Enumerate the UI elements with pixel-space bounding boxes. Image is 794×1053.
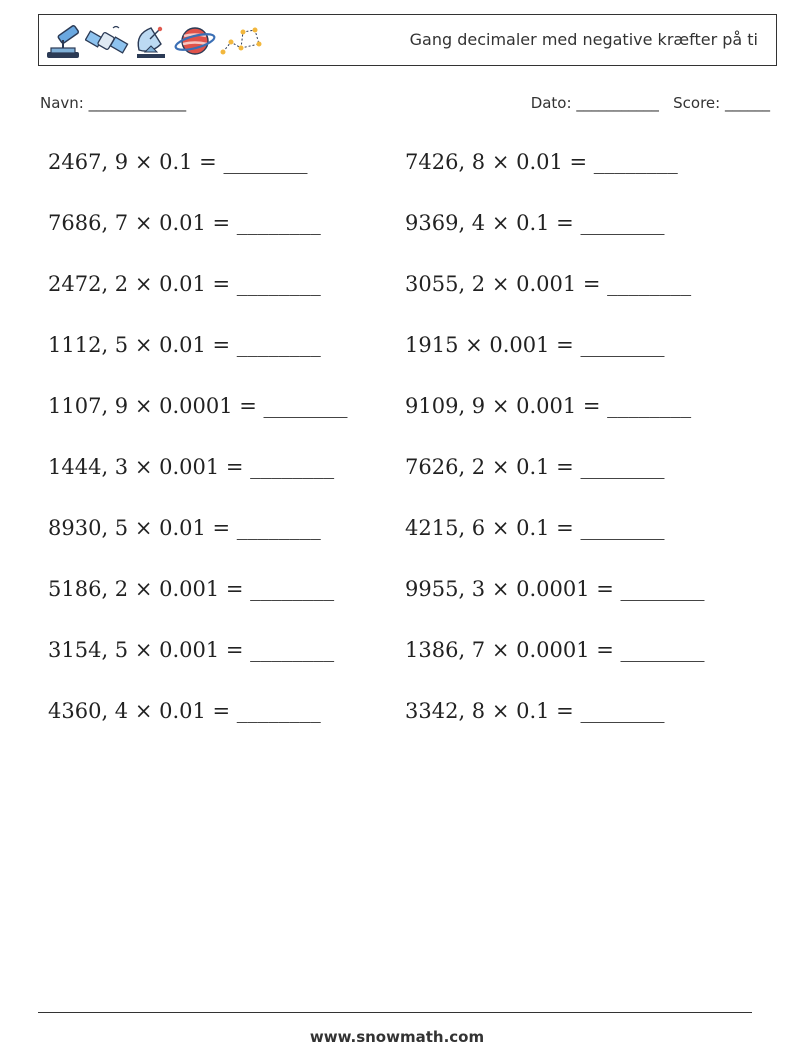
name-line: _____________ bbox=[88, 94, 187, 112]
planet-icon bbox=[173, 22, 217, 60]
name-label: Navn: bbox=[40, 94, 84, 112]
problem-right-4: 1915 × 0.001 = ________ bbox=[405, 333, 665, 357]
constellation-icon bbox=[219, 22, 263, 60]
problem-right-10: 3342, 8 × 0.1 = ________ bbox=[405, 699, 665, 723]
problem-left-2: 7686, 7 × 0.01 = ________ bbox=[48, 211, 321, 235]
telescope-icon bbox=[43, 22, 83, 60]
problem-left-7: 8930, 5 × 0.01 = ________ bbox=[48, 516, 321, 540]
name-field bbox=[40, 94, 186, 112]
date-score-field bbox=[531, 94, 770, 112]
header-box bbox=[38, 14, 777, 66]
problem-right-2: 9369, 4 × 0.1 = ________ bbox=[405, 211, 665, 235]
problem-right-6: 7626, 2 × 0.1 = ________ bbox=[405, 455, 665, 479]
date-line: ___________ bbox=[576, 94, 659, 112]
problem-left-4: 1112, 5 × 0.01 = ________ bbox=[48, 333, 321, 357]
date-label: Dato: bbox=[530, 94, 572, 112]
score-line: ______ bbox=[725, 94, 770, 112]
header-icons bbox=[43, 21, 263, 61]
satellite-icon bbox=[85, 22, 129, 60]
worksheet-title: Gang decimaler med negative kræfter på ti bbox=[409, 30, 758, 49]
problem-right-5: 9109, 9 × 0.001 = ________ bbox=[405, 394, 692, 418]
score-label: Score: bbox=[673, 94, 721, 112]
footer-url[interactable]: www.snowmath.com bbox=[309, 1028, 485, 1046]
problem-left-5: 1107, 9 × 0.0001 = ________ bbox=[48, 394, 348, 418]
radar-dish-icon bbox=[131, 22, 171, 60]
problem-left-6: 1444, 3 × 0.001 = ________ bbox=[48, 455, 335, 479]
problem-left-3: 2472, 2 × 0.01 = ________ bbox=[48, 272, 321, 296]
problem-left-10: 4360, 4 × 0.01 = ________ bbox=[48, 699, 321, 723]
footer-divider bbox=[38, 1012, 752, 1013]
problem-right-7: 4215, 6 × 0.1 = ________ bbox=[405, 516, 665, 540]
problem-left-1: 2467, 9 × 0.1 = ________ bbox=[48, 150, 308, 174]
problem-left-8: 5186, 2 × 0.001 = ________ bbox=[48, 577, 335, 601]
problem-right-8: 9955, 3 × 0.0001 = ________ bbox=[405, 577, 705, 601]
problem-right-9: 1386, 7 × 0.0001 = ________ bbox=[405, 638, 705, 662]
problem-left-9: 3154, 5 × 0.001 = ________ bbox=[48, 638, 335, 662]
problem-right-3: 3055, 2 × 0.001 = ________ bbox=[405, 272, 692, 296]
problem-right-1: 7426, 8 × 0.01 = ________ bbox=[405, 150, 678, 174]
